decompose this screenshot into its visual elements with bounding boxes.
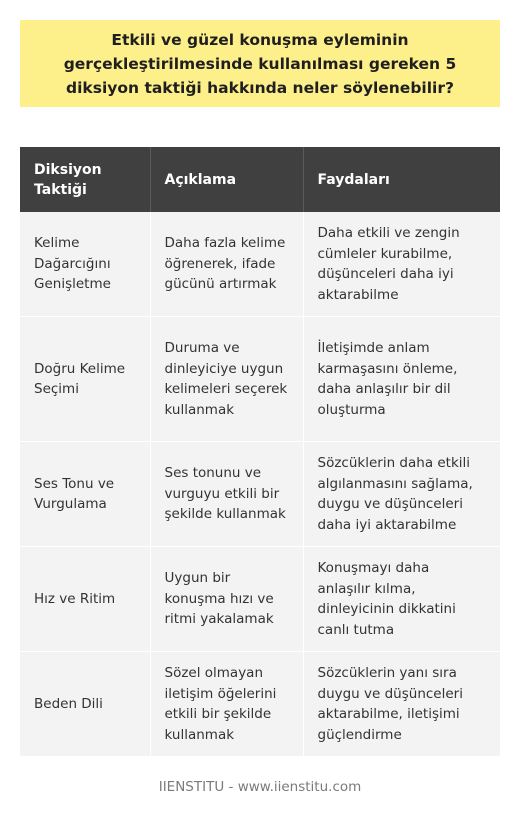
table-row [20, 547, 500, 652]
description-cell: Sözel olmayan iletişim öğelerini etkili bir şekilde kullanmak [150, 652, 303, 757]
table-body [20, 212, 500, 757]
question-text: Etkili ve güzel konuşma eyleminin gerçekleştirilmesinde kullanılması gereken 5 diksiyon taktiği hakkında neler söylenebilir? [63, 30, 457, 97]
header-benefits: Faydaları [303, 147, 500, 212]
table-row [20, 442, 500, 547]
benefits-cell: Sözcüklerin yanı sıra duygu ve düşünceleri aktarabilme, iletişimi güçlendirme [303, 652, 500, 757]
tactic-cell: Ses Tonu ve Vurgulama [20, 442, 150, 547]
header-description: Açıklama [150, 147, 303, 212]
description-cell: Ses tonunu ve vurguyu etkili bir şekilde kullanmak [150, 442, 303, 547]
description-cell: Uygun bir konuşma hızı ve ritmi yakalamak [150, 547, 303, 652]
benefits-cell: İletişimde anlam karmaşasını önleme, daha anlaşılır bir dil oluşturma [303, 317, 500, 442]
table-row [20, 652, 500, 757]
header-tactic: Diksiyon Taktiği [20, 147, 150, 212]
question-box [20, 20, 500, 107]
table-row [20, 317, 500, 442]
description-cell: Duruma ve dinleyiciye uygun kelimeleri seçerek kullanmak [150, 317, 303, 442]
footer-credit: IIENSTITU - www.iienstitu.com [158, 779, 362, 795]
description-cell: Daha fazla kelime öğrenerek, ifade gücünü artırmak [150, 212, 303, 317]
tactic-cell: Hız ve Ritim [20, 547, 150, 652]
tactic-cell: Doğru Kelime Seçimi [20, 317, 150, 442]
tactic-cell: Kelime Dağarcığını Genişletme [20, 212, 150, 317]
tactic-cell: Beden Dili [20, 652, 150, 757]
benefits-cell: Konuşmayı daha anlaşılır kılma, dinleyicinin dikkatini canlı tutma [303, 547, 500, 652]
benefits-cell: Sözcüklerin daha etkili algılanmasını sağlama, duygu ve düşünceleri daha iyi aktarabilme [303, 442, 500, 547]
table-header [20, 147, 500, 212]
header-row [20, 147, 500, 212]
table-row [20, 212, 500, 317]
diction-table [20, 147, 500, 757]
benefits-cell: Daha etkili ve zengin cümleler kurabilme, düşünceleri daha iyi aktarabilme [303, 212, 500, 317]
